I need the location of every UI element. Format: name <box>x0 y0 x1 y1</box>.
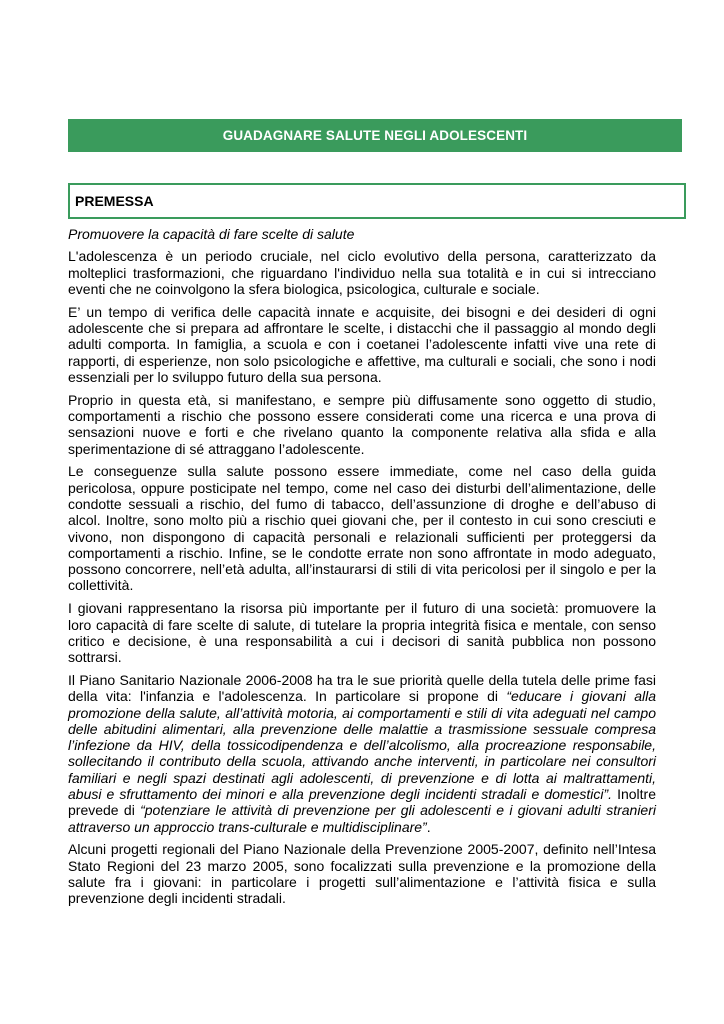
document-title: GUADAGNARE SALUTE NEGLI ADOLESCENTI <box>222 128 528 143</box>
paragraph-6 <box>68 672 656 835</box>
paragraph-2: E’ un tempo di verifica delle capacità innate e acquisite, dei bisogni e dei desideri di ogni adolescente che si prepara ad affrontare le scelte, i distacchi che il passaggio al mondo degli adulti comporta. In famiglia, a scuola e con i coetanei l’adolescente infatti vive una rete di rapporti, di esperienze, non solo psicologiche e affettive, ma culturali e sociali, che sono i nodi essenziali per lo sviluppo futuro della sua persona. <box>68 303 656 385</box>
document-title-banner <box>68 119 682 152</box>
paragraph-5: I giovani rappresentano la risorsa più importante per il futuro di una società: promuovere la loro capacità di fare scelte di salute, di tutelare la propria integrità fisica e mentale, con senso critico e decisione, è una responsabilità a cui i decisori di sanità pubblica non possono sottrarsi. <box>68 600 656 666</box>
paragraph-1: L'adolescenza è un periodo cruciale, nel ciclo evolutivo della persona, caratterizzato da molteplici trasformazioni, che riguardano l'individuo nella sua totalità e in cui si intrecciano eventi che ne coinvolgono la sfera biologica, psicologica, culturale e sociale. <box>68 248 656 297</box>
paragraph-6-middle: Inoltre prevede di <box>68 786 656 819</box>
paragraph-7: Alcuni progetti regionali del Piano Nazionale della Prevenzione 2005-2007, definito nell’Intesa Stato Regioni del 23 marzo 2005, sono focalizzati sulla prevenzione e la promozione della salute fra i giovani: in particolare i progetti sull’alimentazione e l’attività fisica e sulla prevenzione degli incidenti stradali. <box>68 841 656 907</box>
paragraph-6-intro: Il Piano Sanitario Nazionale 2006-2008 ha tra le sue priorità quelle della tutela delle prime fasi della vita: l'infanzia e l'adolescenza. In particolare si propone di <box>68 671 656 705</box>
paragraph-3: Proprio in questa età, si manifestano, e sempre più diffusamente sono oggetto di studio, comportamenti a rischio che possono essere considerati come una ricerca e una prova di sensazioni nuove e forti e che rivelano quanto la componente relativa alla sfida e alla sperimentazione di sé attraggano l’adolescente. <box>68 391 656 457</box>
section-header-box <box>68 183 686 219</box>
document-body <box>68 226 656 913</box>
paragraph-6-end: . <box>426 818 431 835</box>
paragraph-6-quote-1: “educare i giovani alla promozione della salute, all’attività motoria, ai comportamenti e stili di vita adeguati nel campo delle abitudini alimentari, alla prevenzione delle malattie a trasmissione sessuale compresa l’infezione da HIV, della tossicodipendenza e dell’alcolismo, alla procreazione responsabile, sollecitando il contributo della scuola, attivando anche interventi, in particolare nei consultori familiari e negli spazi destinati agli adolescenti, di prevenzione e di lotta ai maltrattamenti, abusi e sfruttamento dei minori e alla prevenzione degli incidenti stradali e domestici”. <box>68 688 656 802</box>
paragraph-6-quote-2: “potenziare le attività di prevenzione per gli adolescenti e i giovani adulti stranieri attraverso un approccio trans-culturale e multidisciplinare” <box>68 802 656 835</box>
paragraph-4: Le conseguenze sulla salute possono essere immediate, come nel caso della guida pericolosa, oppure posticipate nel tempo, come nel caso dei disturbi dell’alimentazione, delle condotte sessuali a rischio, del fumo di tabacco, dell’assunzione di droghe e dell’abuso di alcol. Inoltre, sono molto più a rischio quei giovani che, per il contesto in cui sono cresciuti e vivono, non dispongono di capacità personali e relazionali sufficienti per proteggersi da comportamenti a rischio. Infine, se le condotte errate non sono affrontate in modo adeguato, possono concorrere, nell’età adulta, all’instaurarsi di stili di vita pericolosi per il singolo e per la collettività. <box>68 463 656 594</box>
subtitle: Promuovere la capacità di fare scelte di salute <box>68 226 355 242</box>
section-title: PREMESSA <box>75 193 154 209</box>
